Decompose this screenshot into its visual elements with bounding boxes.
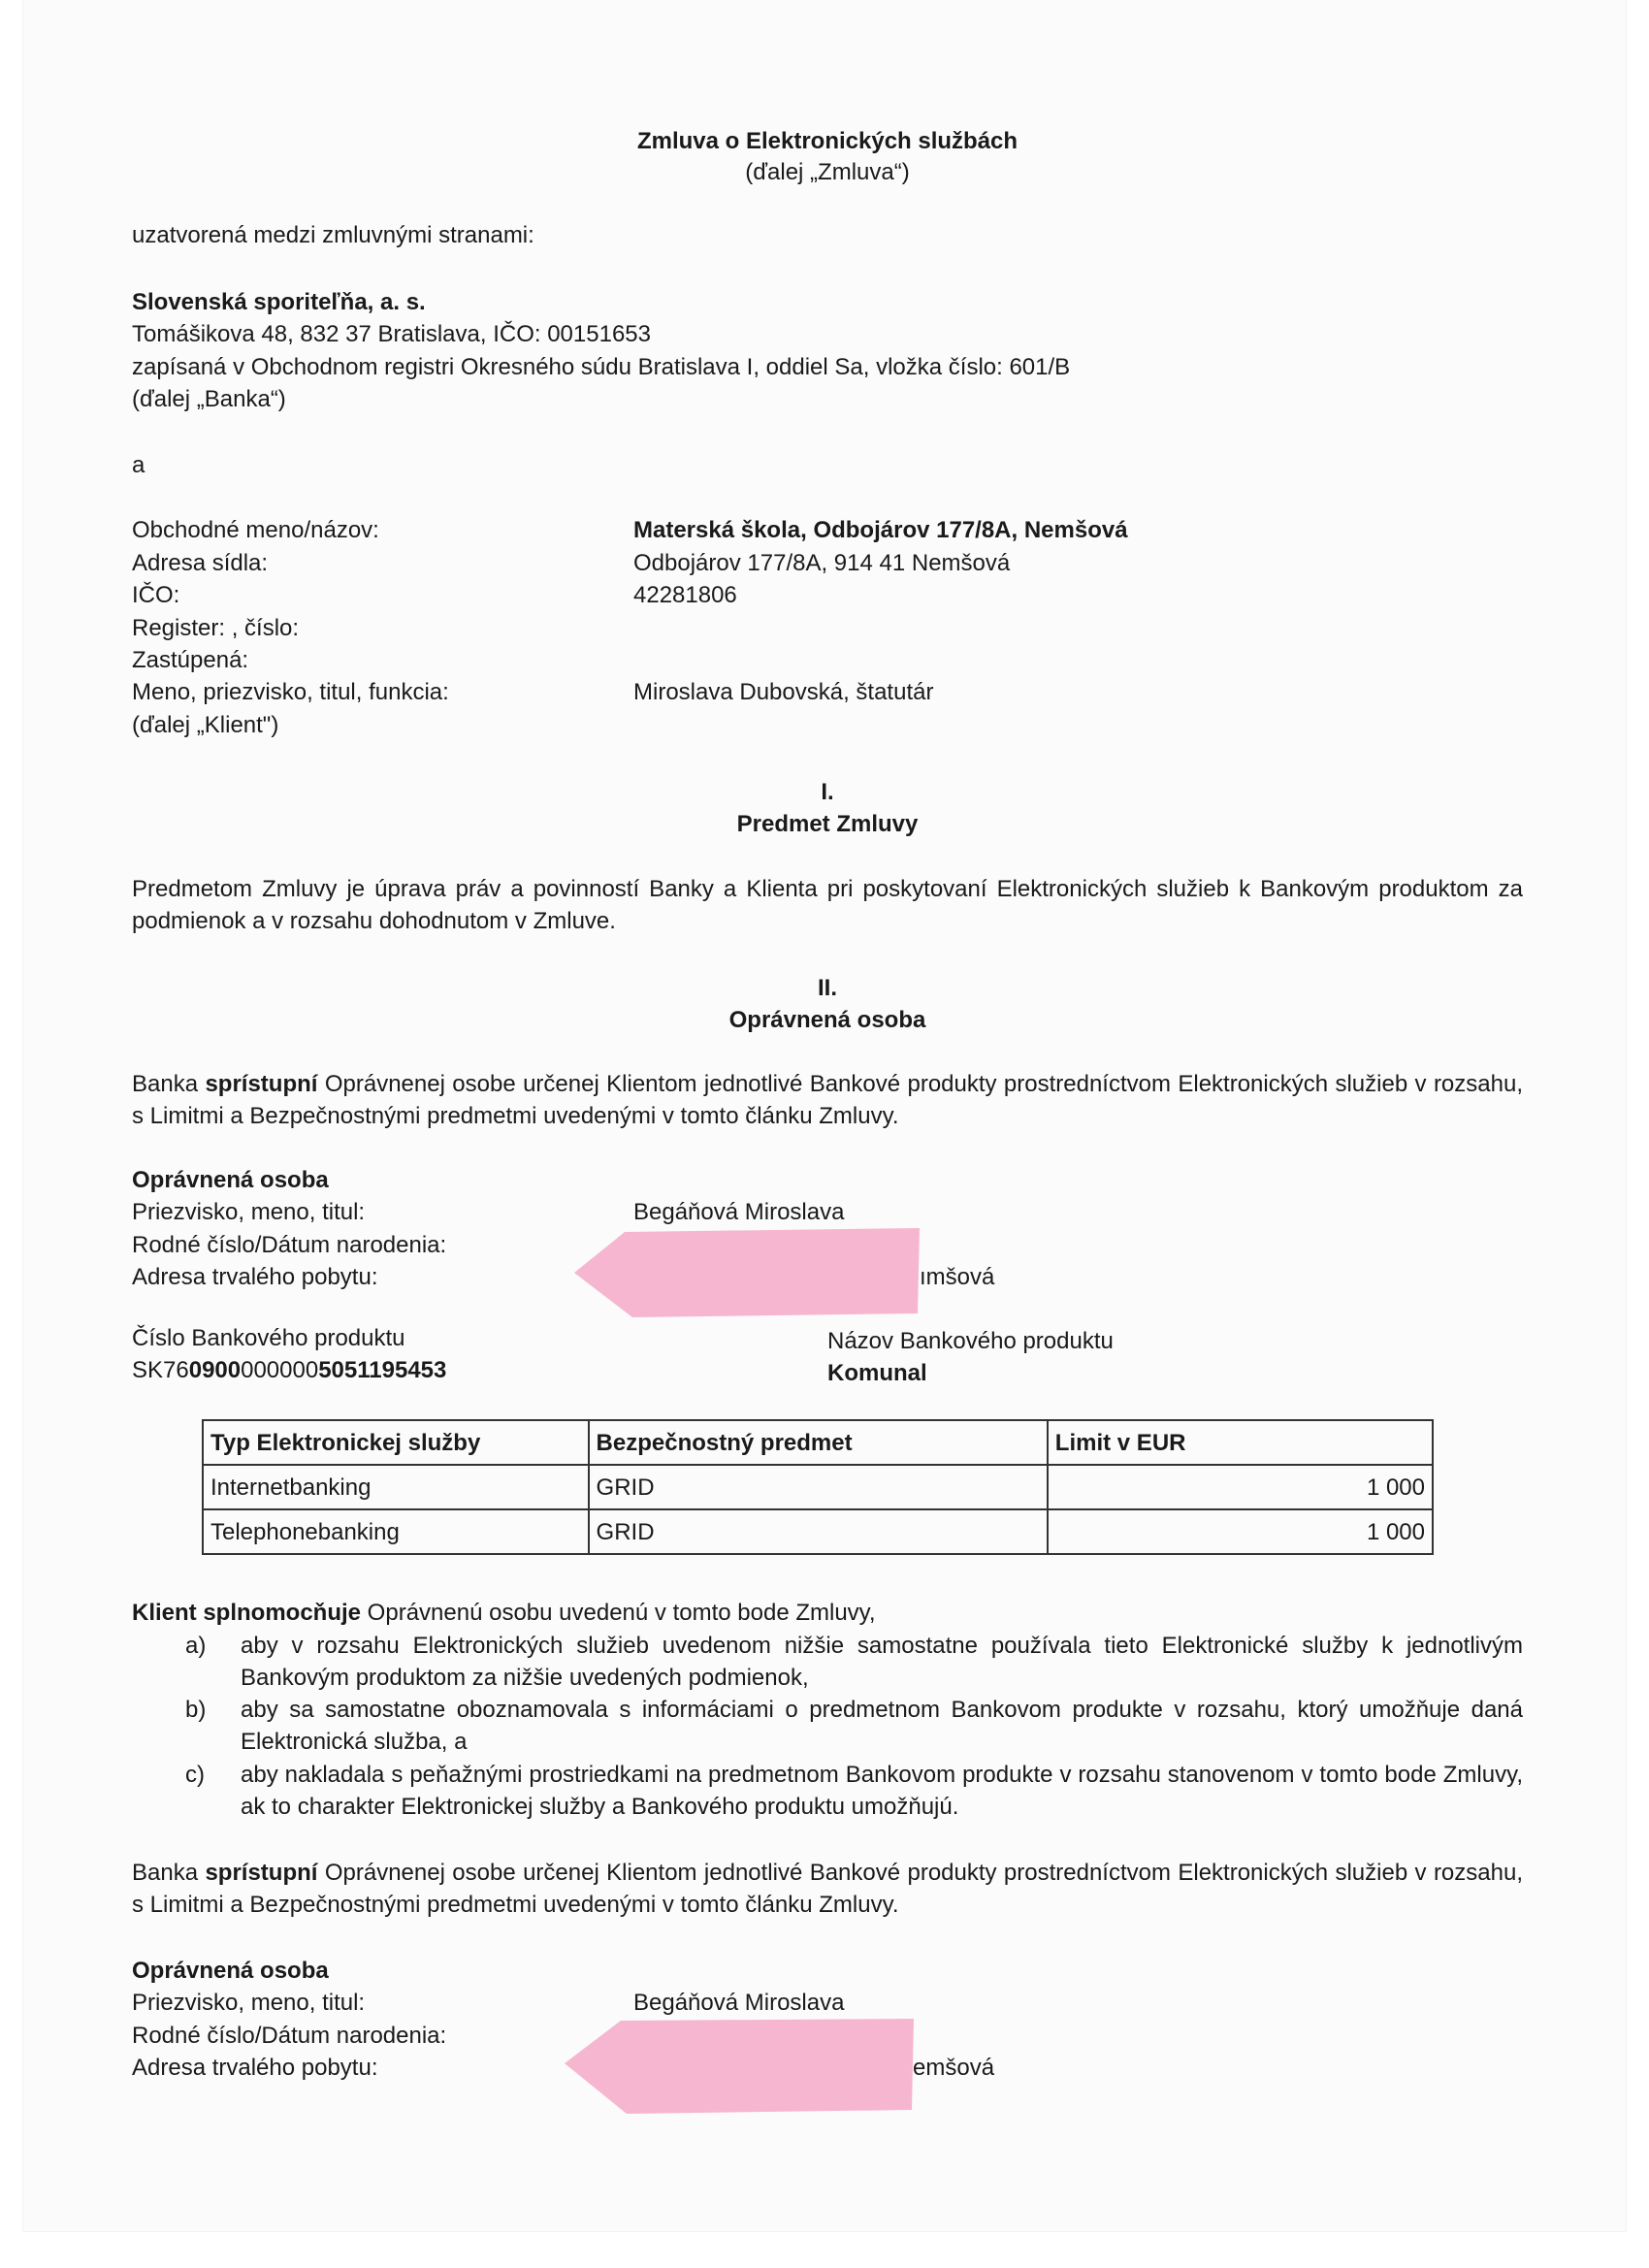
section-1-heading: Predmet Zmluvy <box>736 811 919 837</box>
bank-alias: (ďalej „Banka“) <box>132 386 286 412</box>
document-title: Zmluva o Elektronických službách <box>636 128 1018 154</box>
list-text: aby sa samostatne oboznamovala s informáciami o predmetnom Bankovom produkte v rozsahu, ktorý umožňuje daná Elektronická služba, a <box>241 1697 1523 1755</box>
authorized-person-heading: Oprávnená osoba <box>132 1167 329 1193</box>
table-header: Bezpečnostný predmet <box>589 1420 1048 1465</box>
client-ico-label: IČO: <box>132 582 180 608</box>
person-address-label: Adresa trvalého pobytu: <box>132 2055 378 2081</box>
section-2-paragraph: Banka sprístupní Oprávnenej osobe určenej Klientom jednotlivé Bankové produkty prostredníctvom Elektronických služieb v rozsahu, s Limitmi a Bezpečnostnými predmetmi uvedenými v tomto článku Zmluvy. <box>132 1071 1523 1129</box>
redaction-mark <box>565 2015 916 2116</box>
document-subtitle: (ďalej „Zmluva“) <box>745 159 910 185</box>
list-text: aby nakladala s peňažnými prostriedkami na predmetnom Bankovom produkte v rozsahu stanovenom v tomto bode Zmluvy, ak to charakter Elektronickej služby a Bankového produktu umožňujú. <box>241 1762 1523 1820</box>
authorized-person-heading-2: Oprávnená osoba <box>132 1958 329 1984</box>
table-header: Limit v EUR <box>1048 1420 1433 1465</box>
bank-name: Slovenská sporiteľňa, a. s. <box>132 289 426 315</box>
product-number: SK7609000000005051195453 <box>132 1357 447 1383</box>
bank-registry: zapísaná v Obchodnom registri Okresného súdu Bratislava I, oddiel Sa, vložka číslo: 601/B <box>132 354 1071 380</box>
section-2-heading: Oprávnená osoba <box>728 1007 926 1033</box>
client-name-label: Obchodné meno/názov: <box>132 517 379 543</box>
client-person-label: Meno, priezvisko, titul, funkcia: <box>132 679 449 705</box>
person-name-value: Begáňová Miroslava <box>633 1199 845 1225</box>
person-address-partial: emšová <box>913 2055 995 2081</box>
client-represented-label: Zastúpená: <box>132 647 249 673</box>
table-cell: 1 000 <box>1048 1509 1433 1554</box>
bank-address: Tomášikova 48, 832 37 Bratislava, IČO: 00151653 <box>132 321 651 347</box>
client-address-label: Adresa sídla: <box>132 550 269 576</box>
section-2-number: II. <box>817 975 837 1001</box>
person-birth-label: Rodné číslo/Dátum narodenia: <box>132 1232 447 1258</box>
client-alias: (ďalej „Klient") <box>132 712 279 738</box>
table-cell: Telephonebanking <box>203 1509 589 1554</box>
person-address-partial: ımšová <box>920 1264 995 1290</box>
table-header: Typ Elektronickej služby <box>203 1420 589 1465</box>
person-name-label: Priezvisko, meno, titul: <box>132 1199 366 1225</box>
contract-page <box>132 0 1523 2231</box>
list-marker: c) <box>185 1762 205 1788</box>
section-1-number: I. <box>821 779 834 805</box>
list-marker: b) <box>185 1697 207 1723</box>
person-name-value: Begáňová Miroslava <box>633 1990 845 2016</box>
list-text: aby v rozsahu Elektronických služieb uvedenom nižšie samostatne používala tieto Elektronické služby k jednotlivým Bankovým produktom za nižšie uvedených podmienok, <box>241 1633 1523 1691</box>
client-address-value: Odbojárov 177/8A, 914 41 Nemšová <box>633 550 1011 576</box>
table-row <box>203 1465 1433 1509</box>
redaction-mark <box>574 1224 922 1321</box>
table-cell: GRID <box>589 1509 1048 1554</box>
product-number-label: Číslo Bankového produktu <box>132 1325 405 1351</box>
table-cell: 1 000 <box>1048 1465 1433 1509</box>
services-table <box>202 1419 1434 1555</box>
authorization-intro: Klient splnomocňuje Oprávnenú osobu uvedenú v tomto bode Zmluvy, <box>132 1600 876 1626</box>
person-address-label: Adresa trvalého pobytu: <box>132 1264 378 1290</box>
client-person-value: Miroslava Dubovská, štatutár <box>633 679 934 705</box>
table-header-row <box>203 1420 1433 1465</box>
conjunction: a <box>132 452 146 478</box>
table-cell: Internetbanking <box>203 1465 589 1509</box>
client-register-label: Register: , číslo: <box>132 615 300 641</box>
client-ico-value: 42281806 <box>633 582 737 608</box>
client-name-value: Materská škola, Odbojárov 177/8A, Nemšová <box>633 517 1128 543</box>
product-name: Komunal <box>827 1360 927 1386</box>
product-name-label: Názov Bankového produktu <box>827 1328 1114 1354</box>
access-paragraph: Banka sprístupní Oprávnenej osobe určenej Klientom jednotlivé Bankové produkty prostredníctvom Elektronických služieb v rozsahu, s Limitmi a Bezpečnostnými predmetmi uvedenými v tomto článku Zmluvy. <box>132 1860 1523 1918</box>
table-cell: GRID <box>589 1465 1048 1509</box>
parties-intro: uzatvorená medzi zmluvnými stranami: <box>132 222 534 248</box>
person-birth-label: Rodné číslo/Dátum narodenia: <box>132 2023 447 2049</box>
table-row <box>203 1509 1433 1554</box>
list-marker: a) <box>185 1633 207 1659</box>
section-1-text: Predmetom Zmluvy je úprava práv a povinností Banky a Klienta pri poskytovaní Elektronických služieb k Bankovým produktom za podmienok a v rozsahu dohodnutom v Zmluve. <box>132 876 1523 934</box>
person-name-label: Priezvisko, meno, titul: <box>132 1990 366 2016</box>
